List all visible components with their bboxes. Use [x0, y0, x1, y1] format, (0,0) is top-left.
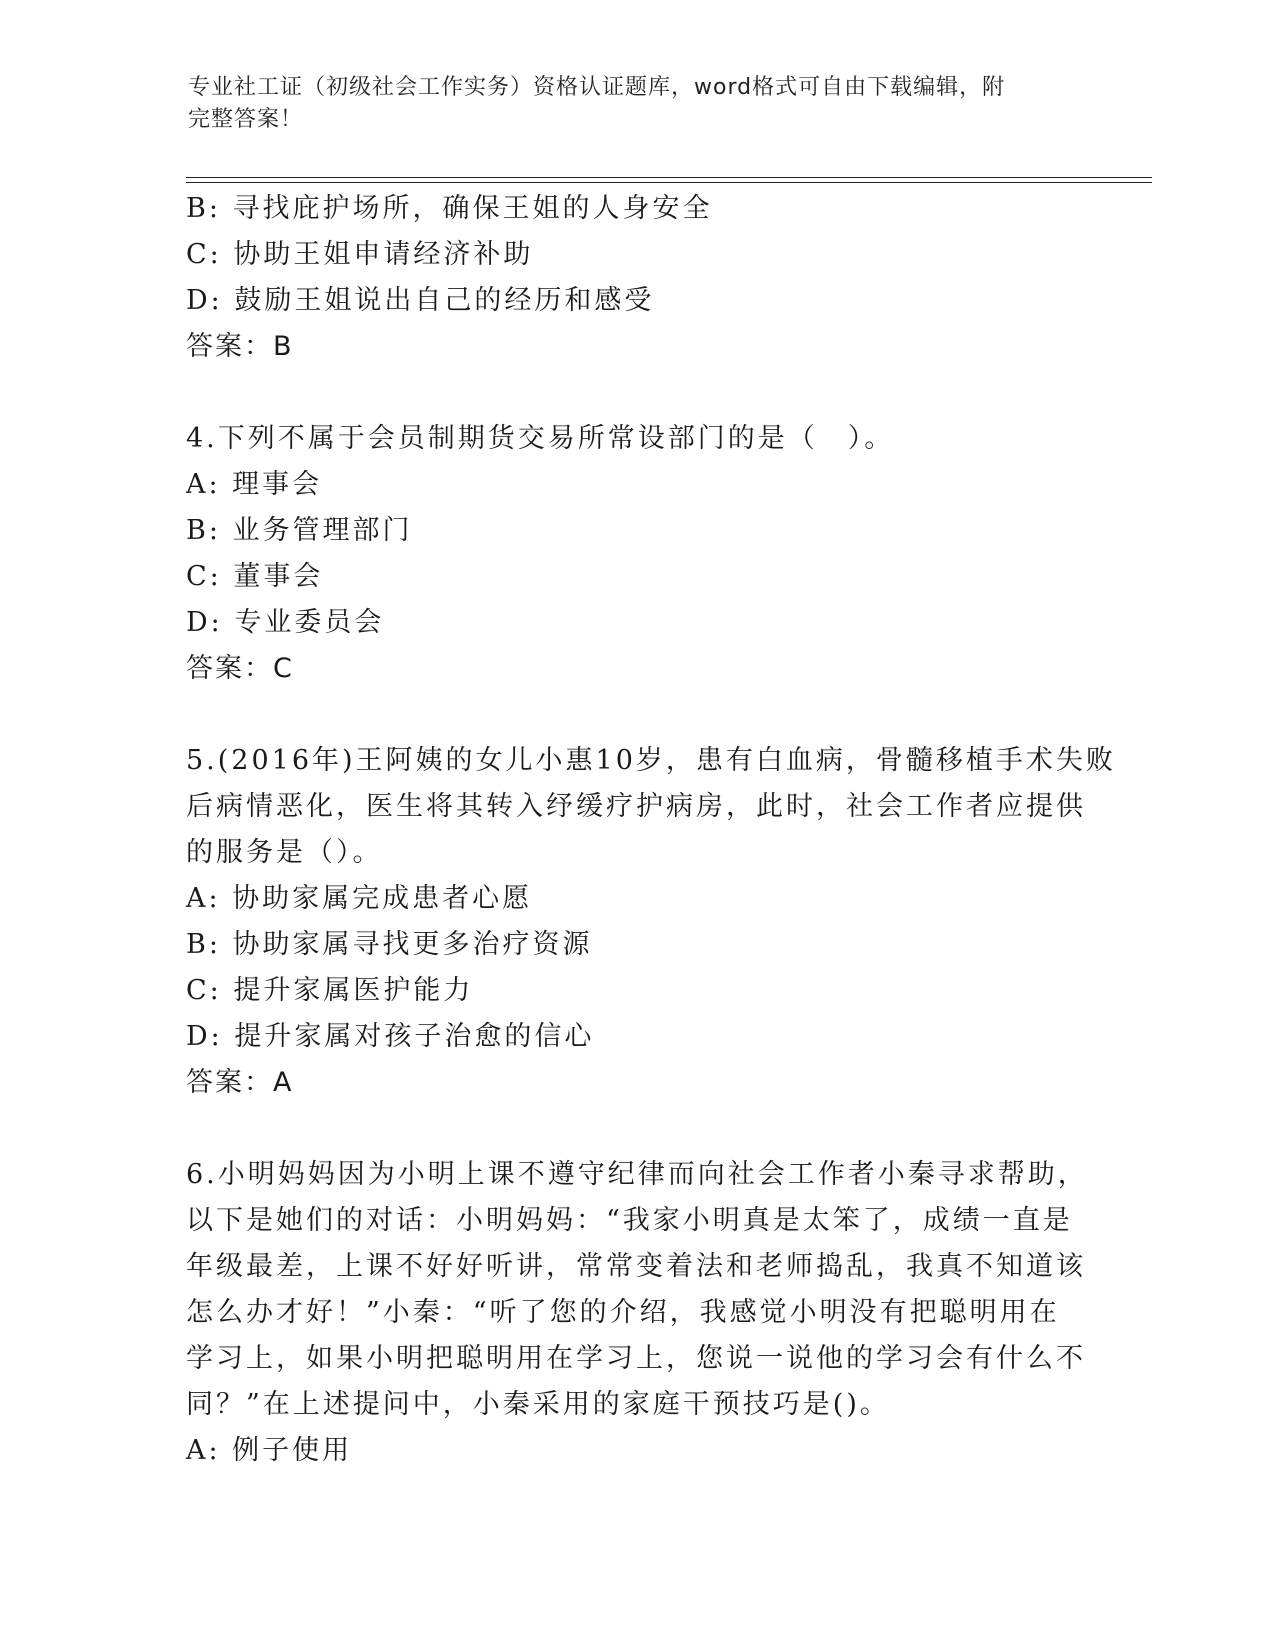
document-header [188, 72, 1088, 136]
stem-line: 怎么办才好！”小秦：“听了您的介绍，我感觉小明没有把聪明用在 [186, 1297, 1060, 1328]
option-b: B: 业务管理部门 [186, 515, 413, 546]
header-rule-top [186, 177, 1152, 178]
stem-line: 的服务是（）。 [186, 837, 383, 868]
header-line-1: 专业社工证（初级社会工作实务）资格认证题库，word格式可自由下载编辑，附 [188, 75, 1006, 100]
option-c: C: 协助王姐申请经济补助 [186, 239, 534, 270]
option-a: A: 例子使用 [186, 1435, 353, 1466]
stem-line: 6.小明妈妈因为小明上课不遵守纪律而向社会工作者小秦寻求帮助， [186, 1159, 1088, 1190]
header-rule-bottom [186, 182, 1152, 183]
stem-line: 以下是她们的对话：小明妈妈：“我家小明真是太笨了，成绩一直是 [186, 1205, 1073, 1236]
option-d: D: 专业委员会 [186, 607, 385, 638]
option-c: C: 董事会 [186, 561, 324, 592]
question-6 [186, 1152, 1086, 1474]
option-b: B: 寻找庇护场所，确保王姐的人身安全 [186, 193, 713, 224]
option-c: C: 提升家属医护能力 [186, 975, 474, 1006]
answer: 答案：A [186, 1067, 294, 1098]
option-a: A: 理事会 [186, 469, 323, 500]
question-stem [186, 738, 1116, 876]
option-d: D: 提升家属对孩子治愈的信心 [186, 1021, 595, 1052]
question-stem [186, 416, 1086, 462]
stem-line: 年级最差，上课不好好听讲，常常变着法和老师捣乱，我真不知道该 [186, 1251, 1086, 1282]
question-5 [186, 738, 1116, 1106]
question-content [186, 186, 1116, 1474]
question-3 [186, 186, 1086, 370]
question-4 [186, 416, 1086, 692]
stem-line: 5.(2016年)王阿姨的女儿小惠10岁，患有白血病，骨髓移植手术失败 [186, 745, 1116, 776]
answer: 答案：B [186, 331, 294, 362]
stem-line: 学习上，如果小明把聪明用在学习上，您说一说他的学习会有什么不 [186, 1343, 1086, 1374]
option-d: D: 鼓励王姐说出自己的经历和感受 [186, 285, 655, 316]
stem-line: 同？”在上述提问中，小秦采用的家庭干预技巧是()。 [186, 1389, 890, 1420]
answer: 答案：C [186, 653, 294, 684]
option-a: A: 协助家属完成患者心愿 [186, 883, 533, 914]
option-b: B: 协助家属寻找更多治疗资源 [186, 929, 593, 960]
stem-line: 4.下列不属于会员制期货交易所常设部门的是（ ）。 [186, 423, 895, 454]
stem-line: 后病情恶化，医生将其转入纾缓疗护病房，此时，社会工作者应提供 [186, 791, 1086, 822]
header-line-2: 完整答案！ [188, 107, 304, 132]
question-stem [186, 1152, 1086, 1428]
